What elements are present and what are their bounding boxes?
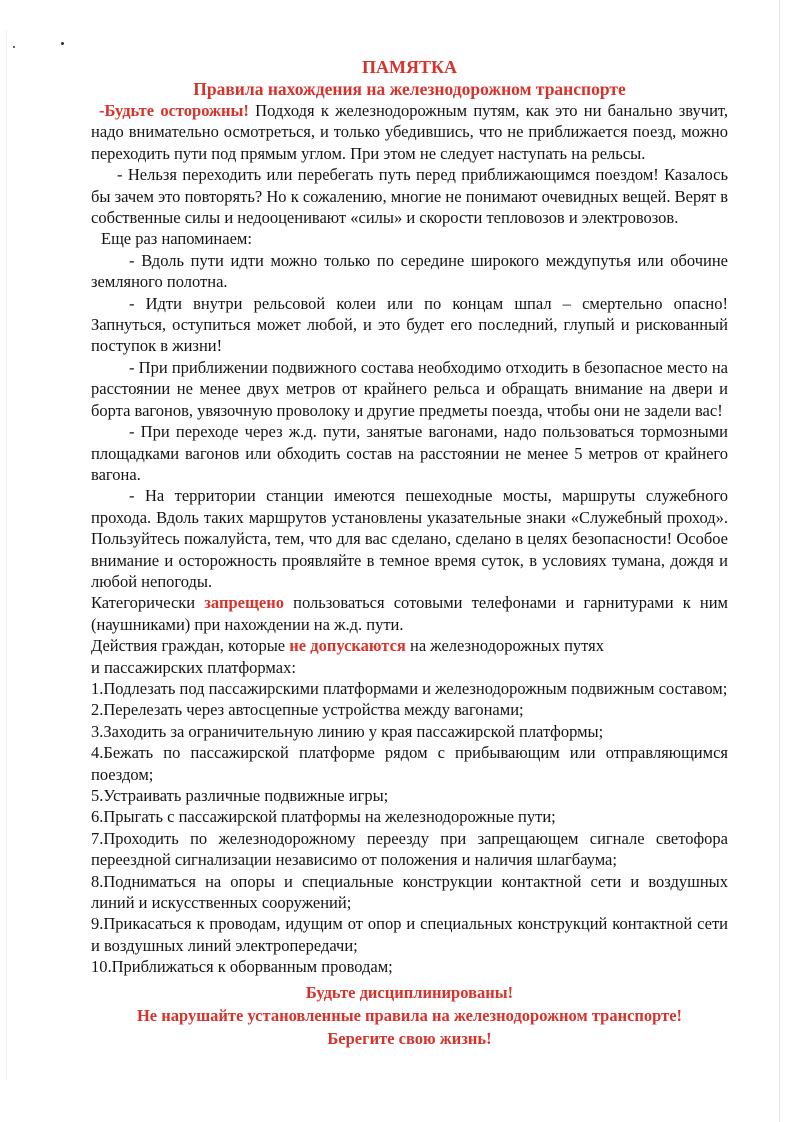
scan-edge-right [779,0,780,1122]
paragraph-no-crossing: - Нельзя переходить или перебегать путь перед приближающимся поездом! Казалось бы зачем это повторять? Но к сожалению, многие не понимают очевидных вещей. Верят в собственные силы и недооценивают «силы» и скорости тепловозов и электровозов. [91,165,728,228]
paragraph-occupied-tracks: - При переходе через ж.д. пути, занятые вагонами, надо пользоваться тормозными площадками вагонов или обходить состав на расстоянии не менее 5 метров от крайнего вагона. [91,422,728,484]
rule-item: 6.Прыгать с пассажирской платформы на железнодорожные пути; [91,807,556,827]
paragraph-safe-distance: - При приближении подвижного состава необходимо отходить в безопасное место на расстоянии не менее двух метров от крайнего рельса и обращать внимание на двери и борта вагонов, увязочную проволоку и другие предметы поезда, чтобы они не задели вас! [91,357,728,420]
paragraph-phones [91,592,728,635]
closing-life: Берегите свою жизнь! [327,1028,492,1048]
memo-content [91,56,728,1050]
paragraph-rail-danger: - Идти внутри рельсовой колеи или по концам шпал – смертельно опасно! Запнуться, оступиться может любой, и это будет его последний, глупый и рискованный поступок в жизни! [91,293,728,356]
phones-forbidden: запрещено [204,593,284,613]
rule-item: 9.Прикасаться к проводам, идущим от опор и специальных конструкций контактной сети и воздушных линий электропередачи; [91,914,728,955]
rule-item: 10.Приближаться к оборванным проводам; [91,957,393,977]
phones-pre: Категорически [91,593,205,613]
rule-item: 1.Подлезать под пассажирскими платформами и железнодорожным подвижным составом; [91,678,728,698]
closing-rules: Не нарушайте установленные правила на железнодорожном транспорте! [136,1005,683,1025]
memo-title: ПАМЯТКА [361,57,458,77]
phones-post: пользоваться сотовыми телефонами и гарнитурами к ним (наушниками) при нахождении на ж.д. пути. [91,593,728,634]
paragraph-prohibited-intro-line2: и пассажирских платформах: [91,657,296,677]
rule-item: 8.Подниматься на опоры и специальные конструкции контактной сети и воздушных линий и искусственных сооружений; [91,871,728,913]
rule-item: 7.Проходить по железнодорожному переезду при запрещающем сигнале светофора переездной сигнализации независимо от положения и наличия шлагбаума; [91,828,728,870]
rule-item: 5.Устраивать различные подвижные игры; [91,786,389,805]
prohibited-post: на железнодорожных путях [405,636,604,656]
paragraph-reminder: Еще раз напоминаем: [101,229,252,249]
caution-lead: -Будьте осторожны! [99,101,249,120]
paragraph-station-bridges: - На территории станции имеются пешеходные мосты, маршруты служебного прохода. Вдоль таких маршрутов установлены указательные знаки «Служебный проход». Пользуйтесь пожалуйста, тем, что для вас сделано, сделано в целях безопасности! Особое внимание и осторожность проявляйте в темное время суток, в условиях тумана, дождя и любой непогоды. [91,486,728,591]
caution-text: Подходя к железнодорожным путям, как это ни банально звучит, надо внимательно осмотреться, и только убедившись, что не приближается поезд, можно переходить пути под прямым углом. При этом не следует наступать на рельсы. [91,101,728,163]
paragraph-walk-path: - Вдоль пути идти можно только по середине широкого междупутья или обочине земляного полотна. [91,250,728,292]
paragraph-caution [91,100,728,164]
prohibited-pre: Действия граждан, которые [91,636,290,656]
rule-item: 4.Бежать по пассажирской платформе рядом с прибывающим или отправляющимся поездом; [91,743,728,784]
rule-item: 3.Заходить за ограничительную линию у края пассажирской платформы; [91,721,604,741]
scan-speck [61,42,64,45]
paragraph-prohibited-intro [91,635,728,656]
rule-item: 2.Перелезать через автосцепные устройства между вагонами; [91,700,524,720]
scan-edge-left [6,30,7,1080]
memo-subtitle: Правила нахождения на железнодорожном транспорте [193,79,626,99]
prohibited-highlight: не допускаются [289,636,406,656]
scan-speck [13,46,15,48]
closing-discipline: Будьте дисциплинированы! [305,982,514,1002]
